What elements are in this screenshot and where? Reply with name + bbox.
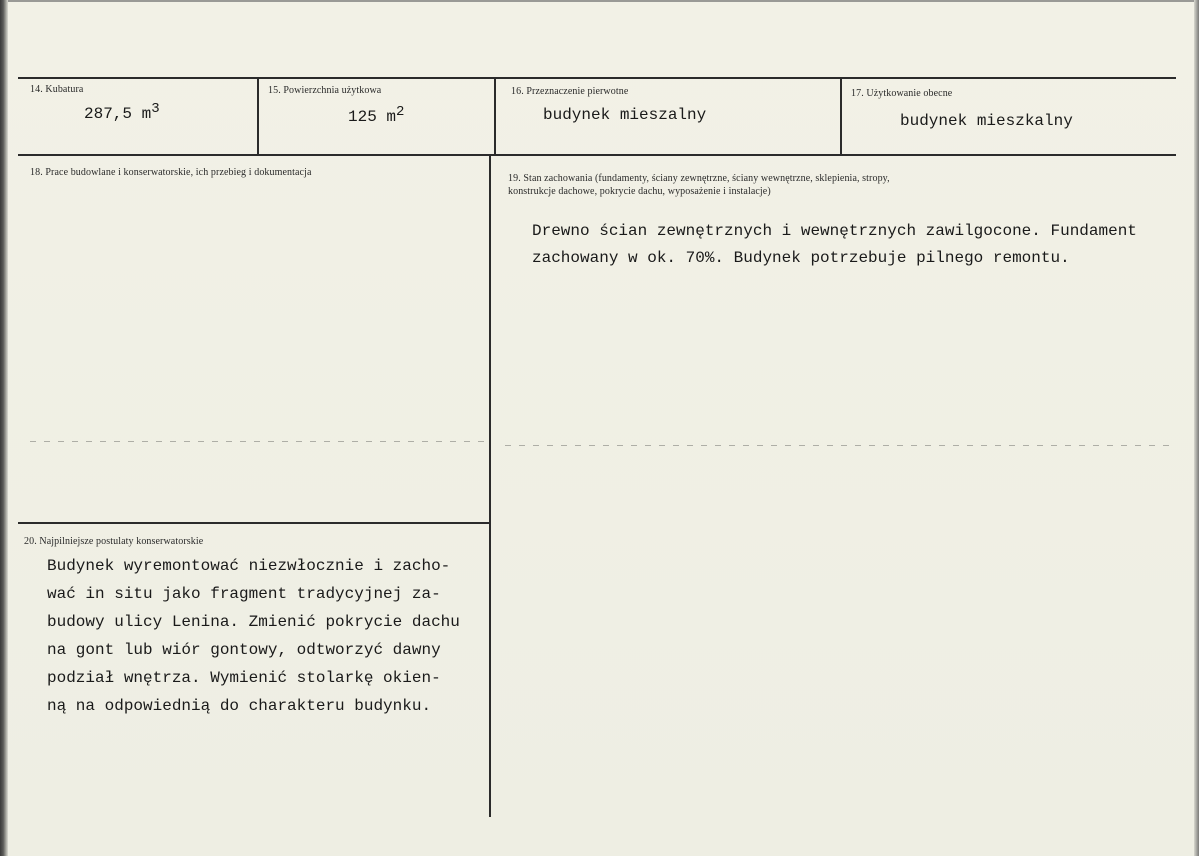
field-16-value: budynek mieszalny — [543, 106, 707, 124]
row1-bottom-rule — [18, 154, 1176, 156]
field-20-label: 20. Najpilniejsze postulaty konserwatorskie — [24, 536, 204, 547]
powierzchnia-unit-exponent: 2 — [396, 104, 405, 120]
divider-14-15 — [257, 77, 259, 155]
field-19-text-line: Drewno ścian zewnętrznych i wewnętrznych zawilgocone. Fundament — [532, 222, 1137, 240]
field-19-text-line: zachowany w ok. 70%. Budynek potrzebuje pilnego remontu. — [532, 249, 1070, 267]
field-17-label: 17. Użytkowanie obecne — [851, 88, 953, 99]
field-19-text — [532, 218, 1137, 272]
field-15-label: 15. Powierzchnia użytkowa — [268, 85, 382, 96]
field-18-label: 18. Prace budowlane i konserwatorskie, ich przebieg i dokumentacja — [30, 167, 312, 178]
powierzchnia-value: 125 m — [348, 108, 397, 126]
field-20-text — [47, 552, 460, 720]
faint-dotted-line-left — [30, 441, 485, 442]
field-20-text-line: podział wnętrza. Wymienić stolarkę okien- — [47, 669, 441, 687]
card-right-edge — [1194, 0, 1199, 856]
field-15-value — [348, 104, 405, 126]
divider-main-column — [489, 155, 491, 817]
faint-dotted-line-right — [505, 445, 1170, 446]
form-top-rule — [18, 77, 1176, 79]
kubatura-unit-exponent: 3 — [151, 101, 160, 117]
divider-16-17 — [840, 77, 842, 155]
field-19-label-line: konstrukcje dachowe, pokrycie dachu, wyposażenie i instalacje) — [508, 186, 771, 197]
field-19-label — [508, 172, 890, 198]
card-left-edge — [0, 0, 8, 856]
field-14-value — [84, 101, 160, 123]
divider-15-16 — [494, 77, 496, 155]
field-19-label-line: 19. Stan zachowania (fundamenty, ściany zewnętrzne, ściany wewnętrzne, sklepienia, stropy, — [508, 173, 890, 184]
card-top-edge — [0, 0, 1199, 2]
field-17-value: budynek mieszkalny — [900, 112, 1073, 130]
field-20-text-line: budowy ulicy Lenina. Zmienić pokrycie dachu — [47, 613, 460, 631]
field-20-text-line: na gont lub wiór gontowy, odtworzyć dawny — [47, 641, 441, 659]
field-14-label: 14. Kubatura — [30, 84, 84, 95]
field-16-label: 16. Przeznaczenie pierwotne — [511, 86, 629, 97]
field-20-text-line: wać in situ jako fragment tradycyjnej za- — [47, 585, 441, 603]
field-20-text-line: Budynek wyremontować niezwłocznie i zacho- — [47, 557, 451, 575]
field-20-top-rule — [18, 522, 490, 524]
field-20-text-line: ną na odpowiednią do charakteru budynku. — [47, 697, 432, 715]
kubatura-value: 287,5 m — [84, 105, 152, 123]
